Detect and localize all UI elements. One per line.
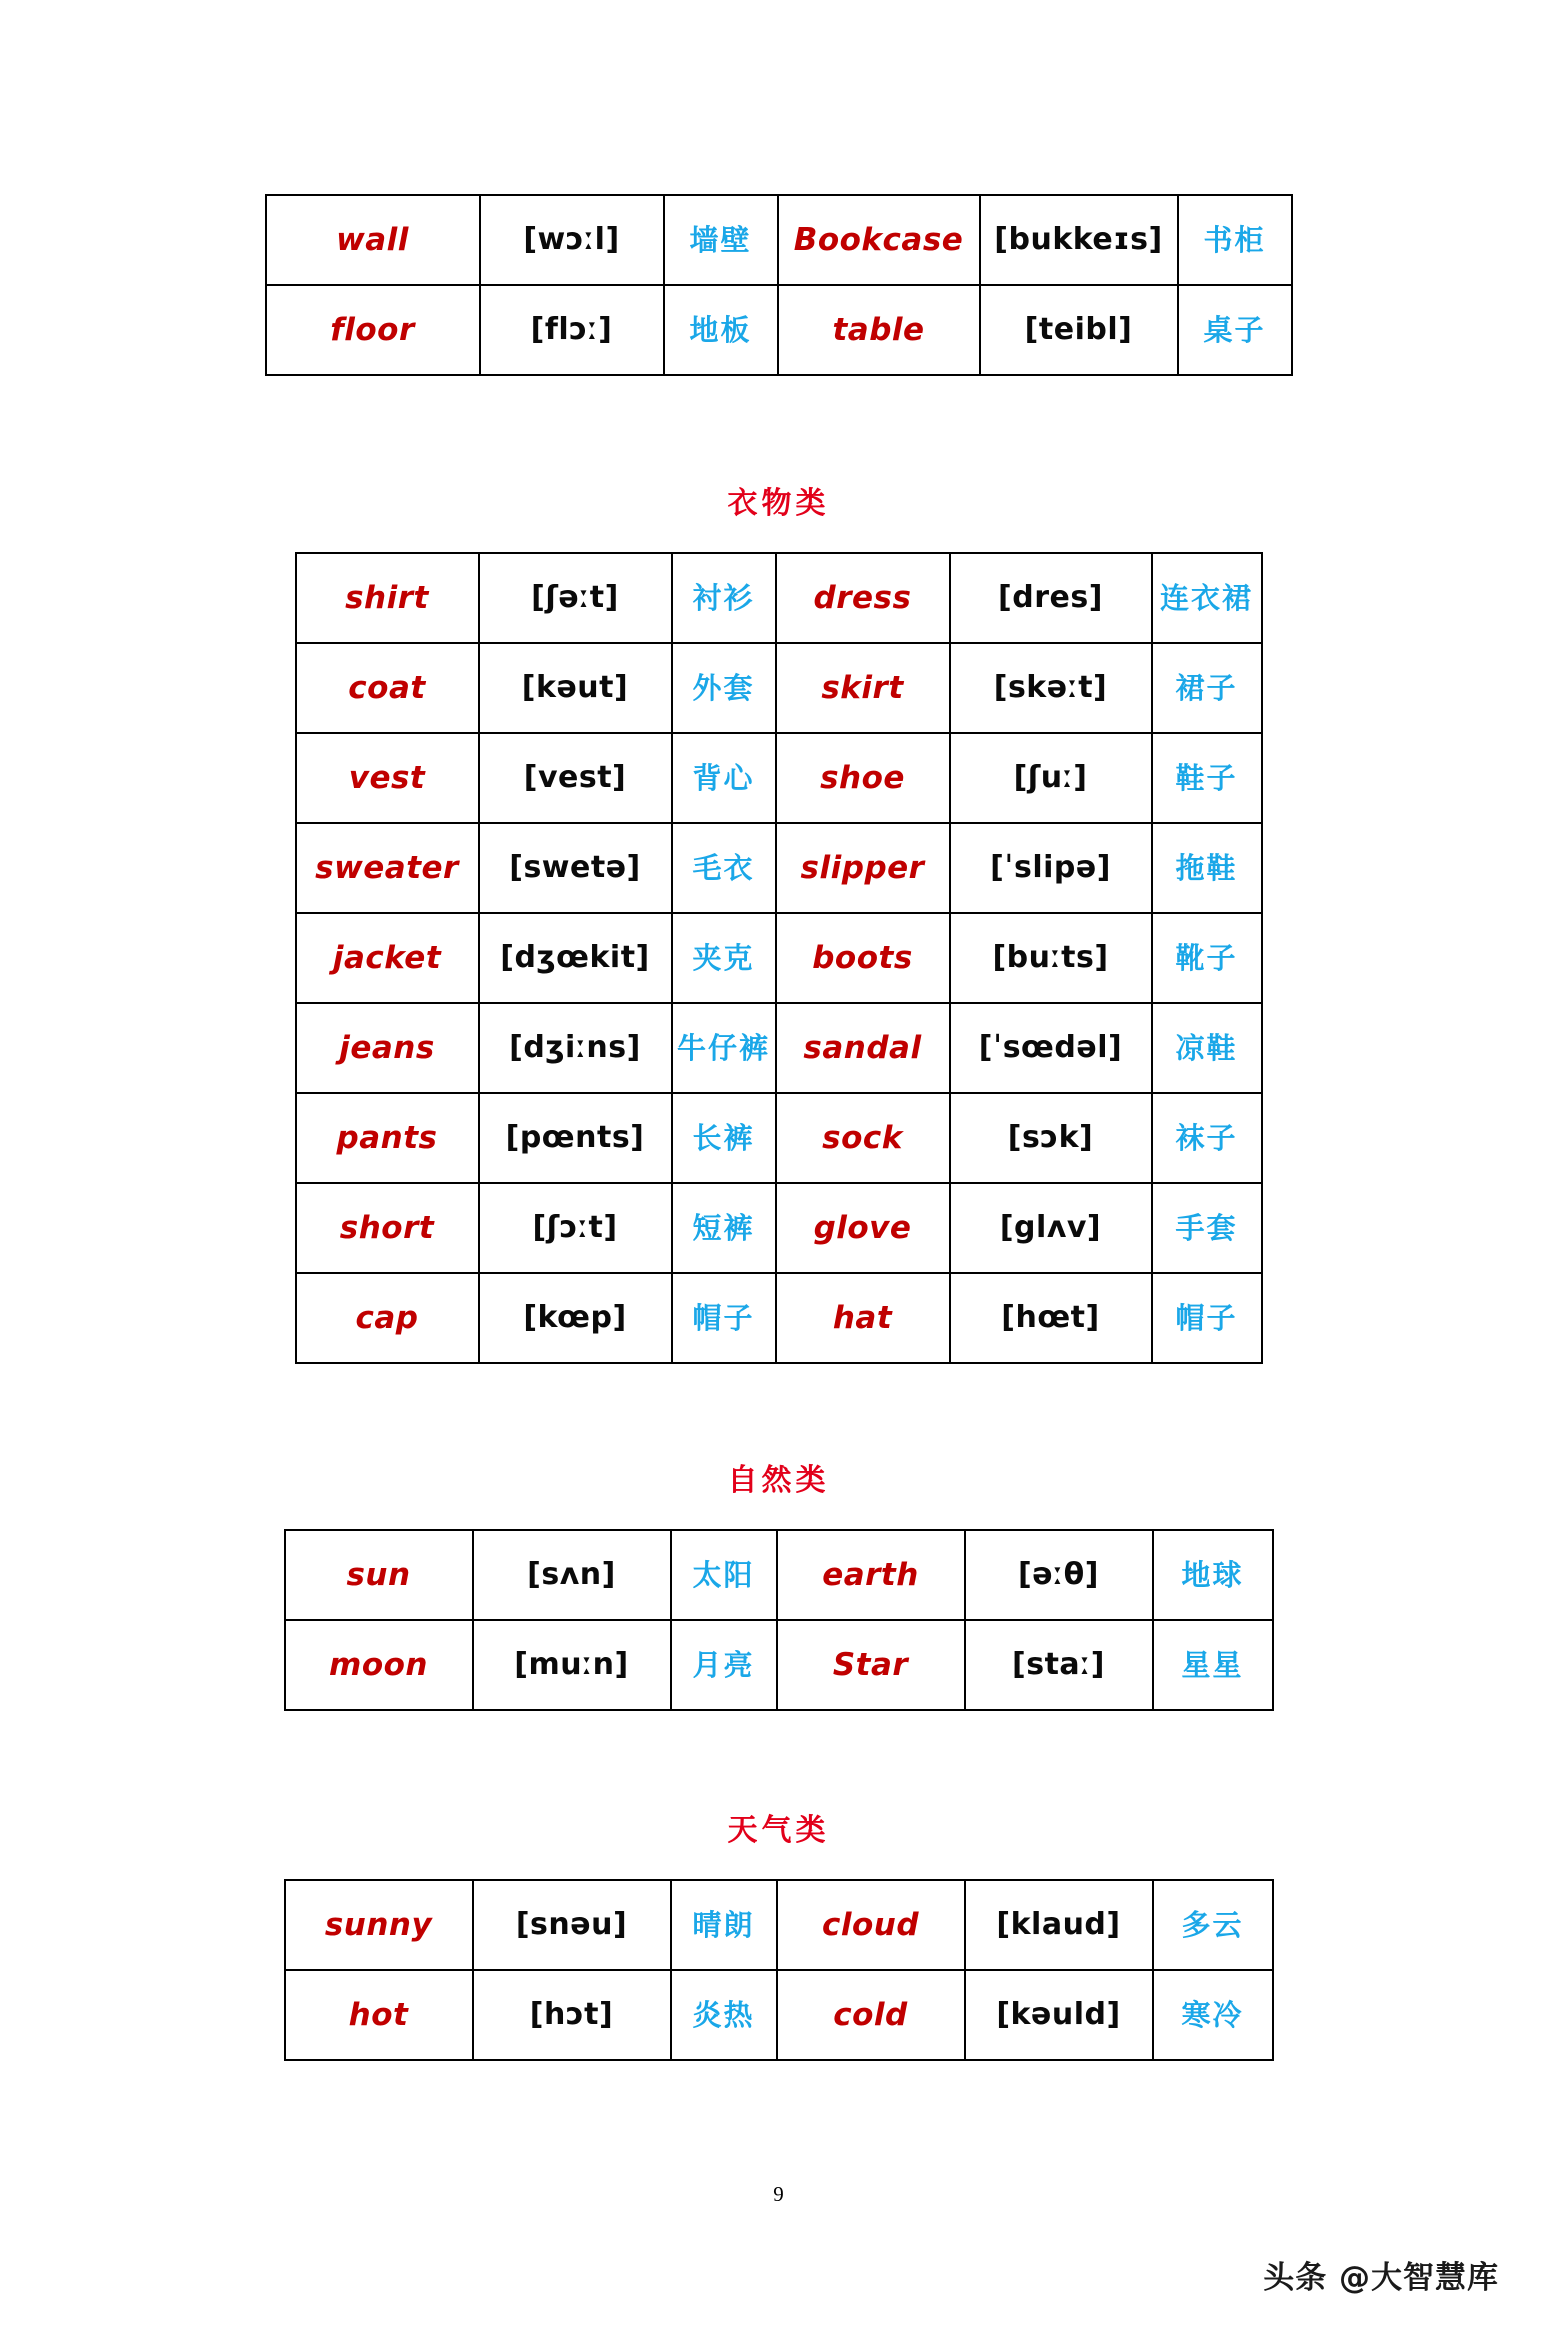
- chinese-meaning: 衬衫: [692, 580, 755, 615]
- chinese-meaning-cell: [1152, 1003, 1262, 1093]
- chinese-meaning-cell: [1153, 1880, 1273, 1970]
- phonetic-cell: [479, 553, 672, 643]
- page-number: 9: [773, 2182, 784, 2206]
- chinese-meaning-cell: [671, 1970, 777, 2060]
- section-heading-weather-container: [0, 1805, 1557, 1849]
- phonetic-transcription: [sʌn]: [527, 1557, 616, 1592]
- english-word: wall: [336, 221, 409, 258]
- chinese-meaning-cell: [672, 913, 776, 1003]
- chinese-meaning-cell: [672, 1093, 776, 1183]
- phonetic-transcription: [staː]: [1012, 1647, 1105, 1682]
- english-word: coat: [348, 669, 426, 706]
- chinese-meaning-cell: [1153, 1620, 1273, 1710]
- chinese-meaning-cell: [1152, 1183, 1262, 1273]
- table-row: [296, 1183, 1262, 1273]
- table-row: [296, 1273, 1262, 1363]
- phonetic-cell: [950, 1093, 1152, 1183]
- phonetic-transcription: [kəuld]: [996, 1997, 1121, 2032]
- weather-vocabulary-table: [284, 1879, 1274, 2061]
- english-word: cold: [833, 1996, 908, 2033]
- english-word: hot: [348, 1996, 409, 2033]
- english-word-cell: [285, 1970, 473, 2060]
- english-word: moon: [329, 1646, 428, 1683]
- chinese-meaning: 背心: [692, 760, 755, 795]
- english-word-cell: [285, 1530, 473, 1620]
- phonetic-cell: [480, 285, 664, 375]
- english-word-cell: [296, 1183, 479, 1273]
- chinese-meaning-cell: [1152, 913, 1262, 1003]
- phonetic-cell: [479, 1093, 672, 1183]
- room-vocabulary-table-container: [0, 194, 1557, 376]
- chinese-meaning-cell: [672, 733, 776, 823]
- nature-vocabulary-table: [284, 1529, 1274, 1711]
- chinese-meaning: 毛衣: [692, 850, 755, 885]
- chinese-meaning: 手套: [1175, 1210, 1238, 1245]
- phonetic-cell: [479, 1183, 672, 1273]
- phonetic-cell: [950, 643, 1152, 733]
- phonetic-transcription: [dres]: [998, 580, 1103, 615]
- phonetic-cell: [473, 1530, 671, 1620]
- table-row: [296, 1093, 1262, 1183]
- phonetic-transcription: [ʃuː]: [1013, 760, 1088, 795]
- phonetic-cell: [479, 1273, 672, 1363]
- english-word: dress: [813, 579, 912, 616]
- chinese-meaning: 连衣裙: [1159, 580, 1253, 615]
- phonetic-cell: [480, 195, 664, 285]
- chinese-meaning-cell: [672, 823, 776, 913]
- table-row: [296, 643, 1262, 733]
- chinese-meaning-cell: [1152, 643, 1262, 733]
- phonetic-transcription: [vest]: [523, 760, 627, 795]
- phonetic-transcription: [glʌv]: [999, 1210, 1102, 1245]
- phonetic-cell: [980, 285, 1178, 375]
- table-row: [285, 1880, 1273, 1970]
- phonetic-cell: [950, 733, 1152, 823]
- watermark: 头条 @大智慧库: [1263, 2260, 1499, 2296]
- chinese-meaning: 鞋子: [1175, 760, 1238, 795]
- english-word-cell: [296, 823, 479, 913]
- english-word-cell: [776, 733, 950, 823]
- english-word: sock: [822, 1119, 903, 1156]
- chinese-meaning: 夹克: [692, 940, 755, 975]
- chinese-meaning-cell: [1178, 195, 1292, 285]
- english-word: sunny: [324, 1906, 433, 1943]
- chinese-meaning-cell: [1153, 1530, 1273, 1620]
- chinese-meaning-cell: [1153, 1970, 1273, 2060]
- chinese-meaning: 炎热: [692, 1997, 755, 2032]
- chinese-meaning: 桌子: [1203, 312, 1266, 347]
- phonetic-cell: [479, 1003, 672, 1093]
- english-word: cloud: [821, 1906, 920, 1943]
- phonetic-transcription: [flɔː]: [530, 312, 613, 347]
- english-word-cell: [776, 1273, 950, 1363]
- chinese-meaning-cell: [1152, 1273, 1262, 1363]
- chinese-meaning: 牛仔裤: [676, 1030, 770, 1065]
- english-word: sweater: [315, 849, 459, 886]
- english-word-cell: [777, 1530, 965, 1620]
- chinese-meaning-cell: [672, 1273, 776, 1363]
- chinese-meaning: 书柜: [1203, 222, 1266, 257]
- chinese-meaning: 凉鞋: [1175, 1030, 1238, 1065]
- table-row: [296, 1003, 1262, 1093]
- english-word: slipper: [800, 849, 925, 886]
- section-heading-clothing: 衣物类: [727, 486, 830, 521]
- english-word: pants: [336, 1119, 438, 1156]
- section-heading-nature-container: [0, 1455, 1557, 1499]
- phonetic-transcription: [swetə]: [509, 850, 641, 885]
- english-word: short: [339, 1209, 435, 1246]
- chinese-meaning-cell: [671, 1620, 777, 1710]
- chinese-meaning-cell: [672, 1003, 776, 1093]
- chinese-meaning-cell: [1152, 823, 1262, 913]
- chinese-meaning-cell: [671, 1880, 777, 1970]
- english-word-cell: [776, 1183, 950, 1273]
- phonetic-transcription: [hœt]: [1001, 1300, 1100, 1335]
- chinese-meaning-cell: [664, 195, 778, 285]
- english-word: Bookcase: [793, 221, 964, 258]
- phonetic-transcription: [snəu]: [515, 1907, 628, 1942]
- english-word-cell: [285, 1620, 473, 1710]
- table-row: [266, 195, 1292, 285]
- phonetic-transcription: [ʃəːt]: [531, 580, 619, 615]
- english-word-cell: [776, 1003, 950, 1093]
- phonetic-transcription: [ʃɔːt]: [532, 1210, 618, 1245]
- phonetic-cell: [950, 1003, 1152, 1093]
- chinese-meaning-cell: [672, 1183, 776, 1273]
- english-word: jeans: [339, 1029, 435, 1066]
- phonetic-cell: [950, 823, 1152, 913]
- chinese-meaning-cell: [664, 285, 778, 375]
- english-word-cell: [296, 913, 479, 1003]
- table-row: [285, 1620, 1273, 1710]
- english-word-cell: [777, 1620, 965, 1710]
- phonetic-transcription: [buːts]: [992, 940, 1109, 975]
- phonetic-transcription: [klaud]: [996, 1907, 1121, 1942]
- phonetic-cell: [950, 1273, 1152, 1363]
- english-word: skirt: [821, 669, 904, 706]
- english-word-cell: [777, 1880, 965, 1970]
- chinese-meaning: 晴朗: [692, 1907, 755, 1942]
- english-word-cell: [266, 285, 480, 375]
- phonetic-cell: [965, 1880, 1153, 1970]
- phonetic-cell: [473, 1880, 671, 1970]
- english-word: glove: [813, 1209, 912, 1246]
- chinese-meaning: 袜子: [1175, 1120, 1238, 1155]
- table-row: [285, 1970, 1273, 2060]
- phonetic-transcription: [muːn]: [514, 1647, 629, 1682]
- table-row: [296, 913, 1262, 1003]
- phonetic-cell: [479, 643, 672, 733]
- chinese-meaning: 外套: [692, 670, 755, 705]
- chinese-meaning-cell: [672, 553, 776, 643]
- english-word: floor: [330, 311, 415, 348]
- chinese-meaning-cell: [671, 1530, 777, 1620]
- chinese-meaning: 墙壁: [689, 222, 752, 257]
- english-word: earth: [822, 1556, 919, 1593]
- chinese-meaning-cell: [1152, 553, 1262, 643]
- phonetic-transcription: [kœp]: [523, 1300, 627, 1335]
- phonetic-transcription: [dʒœkit]: [500, 940, 650, 975]
- chinese-meaning-cell: [672, 643, 776, 733]
- phonetic-transcription: [wɔːl]: [523, 222, 620, 257]
- english-word-cell: [777, 1970, 965, 2060]
- phonetic-cell: [980, 195, 1178, 285]
- chinese-meaning: 多云: [1181, 1907, 1244, 1942]
- english-word-cell: [296, 733, 479, 823]
- phonetic-transcription: [sɔk]: [1007, 1120, 1094, 1155]
- chinese-meaning: 太阳: [692, 1557, 755, 1592]
- phonetic-transcription: [teibl]: [1024, 312, 1133, 347]
- chinese-meaning: 寒冷: [1181, 1997, 1244, 2032]
- phonetic-transcription: [dʒiːns]: [509, 1030, 641, 1065]
- phonetic-transcription: [kəut]: [521, 670, 629, 705]
- nature-vocabulary-table-container: [0, 1529, 1557, 1711]
- english-word-cell: [776, 823, 950, 913]
- english-word: boots: [812, 939, 913, 976]
- table-row: [266, 285, 1292, 375]
- chinese-meaning: 月亮: [692, 1647, 755, 1682]
- english-word: shirt: [345, 579, 429, 616]
- chinese-meaning-cell: [1152, 733, 1262, 823]
- section-heading-clothing-container: [0, 478, 1557, 522]
- english-word-cell: [776, 913, 950, 1003]
- phonetic-cell: [965, 1530, 1153, 1620]
- phonetic-cell: [479, 733, 672, 823]
- section-heading-weather: 天气类: [727, 1813, 830, 1848]
- phonetic-transcription: [pœnts]: [505, 1120, 645, 1155]
- chinese-meaning: 地球: [1181, 1557, 1244, 1592]
- chinese-meaning: 长裤: [692, 1120, 755, 1155]
- english-word: sandal: [803, 1029, 922, 1066]
- table-row: [296, 733, 1262, 823]
- chinese-meaning: 帽子: [692, 1300, 755, 1335]
- english-word-cell: [776, 553, 950, 643]
- clothing-vocabulary-table-container: [0, 552, 1557, 1364]
- english-word: jacket: [332, 939, 442, 976]
- chinese-meaning: 拖鞋: [1175, 850, 1238, 885]
- english-word-cell: [266, 195, 480, 285]
- chinese-meaning: 地板: [689, 312, 752, 347]
- chinese-meaning: 短裤: [692, 1210, 755, 1245]
- english-word: sun: [346, 1556, 411, 1593]
- english-word-cell: [776, 1093, 950, 1183]
- phonetic-transcription: [əːθ]: [1018, 1557, 1099, 1592]
- phonetic-transcription: [skəːt]: [993, 670, 1108, 705]
- english-word-cell: [296, 553, 479, 643]
- english-word-cell: [778, 285, 980, 375]
- room-vocabulary-table: [265, 194, 1293, 376]
- phonetic-cell: [473, 1970, 671, 2060]
- phonetic-cell: [950, 553, 1152, 643]
- chinese-meaning: 靴子: [1175, 940, 1238, 975]
- table-row: [296, 553, 1262, 643]
- weather-vocabulary-table-container: [0, 1879, 1557, 2061]
- english-word: table: [832, 311, 925, 348]
- english-word-cell: [296, 1273, 479, 1363]
- english-word-cell: [776, 643, 950, 733]
- phonetic-cell: [950, 913, 1152, 1003]
- section-heading-nature: 自然类: [727, 1463, 830, 1498]
- phonetic-cell: [965, 1970, 1153, 2060]
- english-word-cell: [296, 643, 479, 733]
- phonetic-transcription: [bukkeɪs]: [994, 222, 1163, 257]
- english-word: Star: [832, 1646, 909, 1683]
- phonetic-transcription: [ˈsœdəl]: [978, 1030, 1123, 1065]
- chinese-meaning: 帽子: [1175, 1300, 1238, 1335]
- english-word: hat: [832, 1299, 893, 1336]
- chinese-meaning-cell: [1178, 285, 1292, 375]
- english-word-cell: [296, 1003, 479, 1093]
- phonetic-transcription: [ˈslipə]: [990, 850, 1111, 885]
- table-row: [285, 1530, 1273, 1620]
- phonetic-cell: [479, 913, 672, 1003]
- phonetic-cell: [479, 823, 672, 913]
- chinese-meaning-cell: [1152, 1093, 1262, 1183]
- english-word: cap: [355, 1299, 419, 1336]
- phonetic-cell: [473, 1620, 671, 1710]
- english-word-cell: [296, 1093, 479, 1183]
- chinese-meaning: 裙子: [1175, 670, 1238, 705]
- phonetic-cell: [950, 1183, 1152, 1273]
- english-word: vest: [348, 759, 426, 796]
- clothing-vocabulary-table: [295, 552, 1263, 1364]
- english-word-cell: [778, 195, 980, 285]
- english-word-cell: [285, 1880, 473, 1970]
- chinese-meaning: 星星: [1181, 1647, 1244, 1682]
- english-word: shoe: [820, 759, 905, 796]
- phonetic-transcription: [hɔt]: [529, 1997, 614, 2032]
- phonetic-cell: [965, 1620, 1153, 1710]
- table-row: [296, 823, 1262, 913]
